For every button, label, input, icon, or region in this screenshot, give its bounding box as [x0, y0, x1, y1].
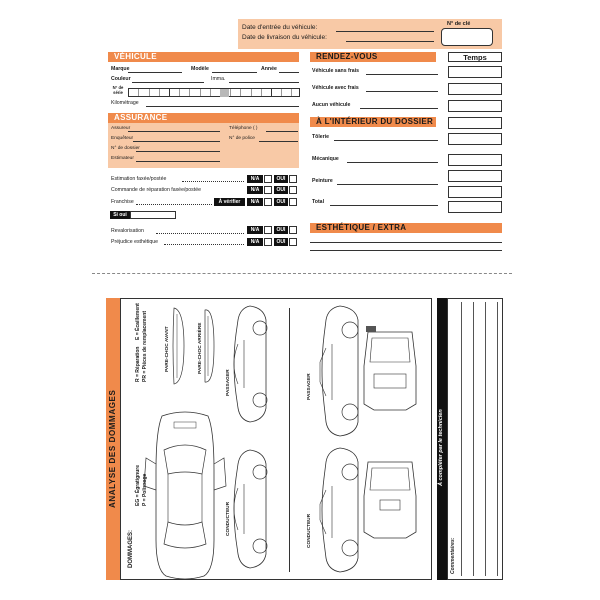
driver-side-suv-body [322, 448, 358, 572]
estimate-na: N/A [247, 175, 263, 183]
without-vehicle-label: Véhicule sans frais [312, 68, 359, 74]
passenger-label: PASSAGER [226, 369, 231, 396]
file-inside-time-2[interactable] [448, 170, 502, 182]
make-label: Marque [111, 66, 130, 72]
comment-line-3[interactable] [485, 302, 486, 576]
file-no-label: N° de dossier [111, 146, 140, 151]
suv-front-view [362, 326, 418, 412]
insurer-label: Assureur [111, 126, 131, 131]
passenger-side-body [234, 306, 266, 422]
mechanical-label: Mécanique [312, 156, 339, 162]
perforation-line [92, 273, 512, 274]
if-yes-badge: Si oui [110, 211, 130, 219]
passenger-side-suv-body [322, 306, 358, 436]
estimate-label: Estimation faxée/postée [111, 176, 167, 182]
aesthetic-harm-yes: OUI [274, 238, 288, 246]
no-vehicle-label: Aucun véhicule [312, 102, 351, 108]
aesthetic-harm-label: Préjudice esthétique [111, 239, 159, 245]
delivery-date-label: Date de livraison du véhicule: [242, 34, 327, 41]
repair-order-yes: OUI [274, 186, 288, 194]
insurance-header: ASSURANCE [108, 113, 299, 123]
total-label: Total [312, 199, 325, 205]
legend-r: R = Réparation [135, 346, 141, 382]
deductible-na: N/A [247, 198, 263, 206]
key-no-label: N° de clé [447, 21, 471, 27]
delivery-date-field[interactable] [346, 41, 434, 42]
sheet-metal-field[interactable] [334, 140, 438, 141]
driver-side-body [234, 450, 266, 568]
suv-rear-view [362, 456, 418, 540]
paint-label: Peinture [312, 178, 333, 184]
rear-bumper-shape [205, 310, 214, 382]
legend-pr: PR = Pièces de remplacement [142, 310, 148, 382]
color-field[interactable] [132, 82, 204, 83]
policy-field[interactable] [259, 141, 298, 142]
legend-p: P = Polissage [142, 473, 148, 506]
top-view-body [156, 412, 214, 579]
adjuster-field[interactable] [133, 141, 220, 142]
aesthetic-header: ESTHÉTIQUE / EXTRA [310, 223, 502, 233]
comment-line-4[interactable] [497, 302, 498, 576]
revaluation-na: N/A [247, 226, 263, 234]
driver-label: CONDUCTEUR [226, 501, 231, 536]
passenger-label-2: PASSAGER [307, 373, 312, 400]
revaluation-yes: OUI [274, 226, 288, 234]
front-bumper-diagram [170, 306, 188, 386]
revaluation-yes-checkbox[interactable] [289, 226, 297, 234]
without-vehicle-time[interactable] [448, 66, 502, 78]
driver-side-car [230, 448, 270, 570]
with-vehicle-field[interactable] [366, 91, 438, 92]
if-yes-field[interactable] [130, 211, 176, 219]
plate-label: Imma. [211, 76, 226, 82]
policy-label: N° de police [229, 136, 255, 141]
damage-side-title: ANALYSE DES DOMMAGES [108, 389, 117, 508]
file-inside-header: À L'INTÉRIEUR DU DOSSIER [310, 117, 436, 127]
legend-e: E = Écaillement [135, 303, 141, 340]
legend-eg: EG = Égratignure [135, 465, 141, 506]
color-label: Couleur [111, 76, 131, 82]
estimator-label: Estimateur [111, 156, 134, 161]
estimate-na-checkbox[interactable] [264, 175, 272, 183]
driver-side-suv [318, 446, 362, 574]
sheet-metal-label: Tôlerie [312, 134, 330, 140]
file-no-field[interactable] [136, 151, 220, 152]
comments-label: Commentaires: [450, 537, 456, 574]
model-field[interactable] [212, 72, 257, 73]
to-verify-badge: À vérifier [214, 198, 245, 206]
year-field[interactable] [279, 72, 299, 73]
deductible-na-checkbox[interactable] [264, 198, 272, 206]
front-bumper-shape [173, 308, 184, 384]
technician-title: À compléter par le technicien [438, 409, 444, 486]
model-label: Modèle [191, 66, 209, 72]
comment-line-1[interactable] [461, 302, 462, 576]
vehicle-header: VÉHICULE [108, 52, 299, 62]
front-bumper-label: PARE-CHOC AVANT [165, 326, 170, 372]
adjuster-label: Enquêteur [111, 136, 134, 141]
insurer-field[interactable] [128, 131, 220, 132]
deductible-field[interactable] [136, 204, 212, 205]
with-vehicle-time[interactable] [448, 83, 502, 95]
serial-highlight-box [220, 89, 229, 97]
mechanical-field[interactable] [347, 162, 438, 163]
make-field[interactable] [128, 72, 182, 73]
rear-bumper-label: PARE-CHOC ARRIÈRE [198, 322, 203, 374]
time-header: Temps [448, 52, 502, 62]
estimate-yes: OUI [274, 175, 288, 183]
with-vehicle-label: Véhicule avec frais [312, 85, 359, 91]
repair-order-label: Commande de réparation faxée/postée [111, 187, 201, 193]
mileage-field[interactable] [146, 106, 299, 107]
aesthetic-harm-yes-checkbox[interactable] [289, 238, 297, 246]
damage-divider [289, 308, 290, 572]
deductible-yes: OUI [274, 198, 288, 206]
repair-order-na: N/A [247, 186, 263, 194]
serial-label: N° de série [112, 85, 124, 95]
estimate-leader [182, 181, 244, 182]
comment-line-2[interactable] [473, 302, 474, 576]
paint-field[interactable] [337, 184, 438, 185]
phone-field[interactable] [266, 131, 298, 132]
deductible-label: Franchise [111, 199, 134, 205]
appointment-header: RENDEZ-VOUS [310, 52, 436, 62]
driver-label-2: CONDUCTEUR [307, 513, 312, 548]
aesthetic-harm-na-checkbox[interactable] [264, 238, 272, 246]
without-vehicle-field[interactable] [366, 74, 438, 75]
paint-time[interactable] [448, 186, 502, 198]
no-vehicle-time[interactable] [448, 100, 502, 112]
repair-order-na-checkbox[interactable] [264, 186, 272, 194]
year-label: Année [261, 66, 277, 72]
entry-date-label: Date d'entrée du véhicule: [242, 24, 318, 31]
aesthetic-harm-na: N/A [247, 238, 263, 246]
revaluation-leader [156, 233, 244, 234]
no-vehicle-field[interactable] [360, 108, 438, 109]
aesthetic-line-2[interactable] [310, 250, 502, 251]
mileage-label: Kilométrage [111, 100, 139, 106]
revaluation-na-checkbox[interactable] [264, 226, 272, 234]
top-view-car [152, 410, 218, 580]
file-inside-time-1[interactable] [448, 117, 502, 129]
aesthetic-line-1[interactable] [310, 242, 502, 243]
mechanical-time[interactable] [448, 154, 502, 166]
phone-label: Téléphone ( ) [229, 126, 258, 131]
rear-bumper-diagram [202, 306, 218, 386]
estimator-field[interactable] [136, 161, 220, 162]
key-no-field[interactable] [441, 28, 493, 46]
damages-label: DOMMAGES: [128, 530, 134, 568]
aesthetic-harm-leader [164, 244, 244, 245]
sheet-metal-time[interactable] [448, 133, 502, 145]
passenger-side-car [230, 304, 270, 424]
repair-order-yes-checkbox[interactable] [289, 186, 297, 194]
estimate-yes-checkbox[interactable] [289, 175, 297, 183]
plate-field[interactable] [229, 82, 299, 83]
total-field[interactable] [330, 205, 438, 206]
total-time[interactable] [448, 201, 502, 213]
passenger-side-suv [318, 304, 362, 438]
deductible-yes-checkbox[interactable] [289, 198, 297, 206]
entry-date-field[interactable] [336, 31, 434, 32]
revaluation-label: Revalorisation [111, 228, 144, 234]
serial-boxes[interactable] [128, 88, 300, 97]
